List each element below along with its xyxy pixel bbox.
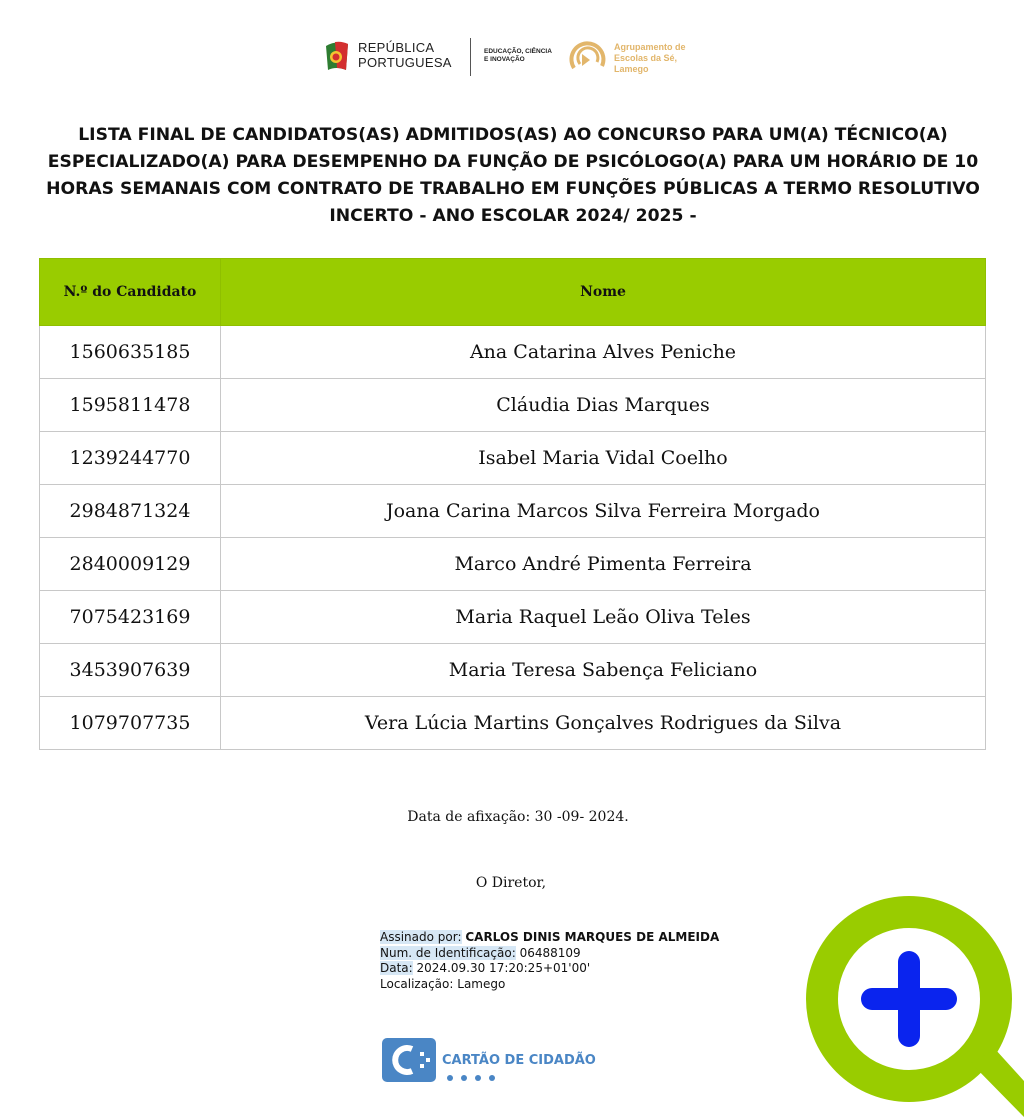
candidate-number: 1560635185 bbox=[40, 326, 221, 379]
candidate-number: 2840009129 bbox=[40, 538, 221, 591]
table-header-row bbox=[40, 259, 986, 326]
cartao-cidadao-dots-icon bbox=[446, 1073, 500, 1083]
column-header-number: N.º do Candidato bbox=[40, 259, 221, 326]
table-row bbox=[40, 432, 986, 485]
table-row bbox=[40, 326, 986, 379]
candidate-name: Maria Raquel Leão Oliva Teles bbox=[221, 591, 986, 644]
table-row bbox=[40, 591, 986, 644]
candidate-number: 2984871324 bbox=[40, 485, 221, 538]
candidate-name: Cláudia Dias Marques bbox=[221, 379, 986, 432]
zoom-in-icon[interactable] bbox=[805, 895, 1024, 1117]
table-row bbox=[40, 485, 986, 538]
table-row bbox=[40, 379, 986, 432]
document-title: LISTA FINAL DE CANDIDATOS(AS) ADMITIDOS(AS) AO CONCURSO PARA UM(A) TÉCNICO(A) ESPECIALIZADO(A) PARA DESEMPENHO DA FUNÇÃO DE PSICÓLOGO(A) PARA UM HORÁRIO DE 10 HORAS SEMANAIS COM CONTRATO DE TRABALHO EM FUNÇÕES PÚBLICAS A TERMO RESOLUTIVO INCERTO - ANO ESCOLAR 2024/ 2025 - bbox=[46, 125, 980, 226]
candidate-number: 1239244770 bbox=[40, 432, 221, 485]
table-row bbox=[40, 697, 986, 750]
candidate-name: Maria Teresa Sabença Feliciano bbox=[221, 644, 986, 697]
signature-date: Data: 2024.09.30 17:20:25+01'00' bbox=[380, 961, 591, 975]
candidates-table bbox=[39, 258, 986, 750]
republica-portuguesa-text: REPÚBLICA PORTUGUESA bbox=[358, 40, 452, 70]
table-row bbox=[40, 644, 986, 697]
column-header-name: Nome bbox=[221, 259, 986, 326]
cartao-cidadao-label: CARTÃO DE CIDADÃO bbox=[442, 1053, 596, 1068]
candidate-name: Marco André Pimenta Ferreira bbox=[221, 538, 986, 591]
agrupamento-text: Agrupamento de Escolas da Sé, Lamego bbox=[614, 42, 686, 74]
agrupamento-logo-icon bbox=[568, 38, 608, 78]
signature-signed-by: Assinado por: CARLOS DINIS MARQUES DE ALMEIDA bbox=[380, 930, 720, 944]
candidate-name: Joana Carina Marcos Silva Ferreira Morgado bbox=[221, 485, 986, 538]
table-row bbox=[40, 538, 986, 591]
candidate-number: 7075423169 bbox=[40, 591, 221, 644]
ministry-text: EDUCAÇÃO, CIÊNCIA E INOVAÇÃO bbox=[484, 48, 552, 63]
signature-location: Localização: Lamego bbox=[380, 976, 506, 991]
republica-portuguesa-logo-icon bbox=[322, 40, 352, 74]
header-logos bbox=[318, 36, 718, 80]
candidate-number: 1079707735 bbox=[40, 697, 221, 750]
posting-date: Data de afixação: 30 -09- 2024. bbox=[407, 809, 629, 825]
candidate-name: Isabel Maria Vidal Coelho bbox=[221, 432, 986, 485]
digital-signature[interactable] bbox=[380, 930, 719, 992]
cartao-cidadao-card-icon bbox=[382, 1038, 436, 1082]
candidate-name: Ana Catarina Alves Peniche bbox=[221, 326, 986, 379]
candidate-number: 3453907639 bbox=[40, 644, 221, 697]
candidate-name: Vera Lúcia Martins Gonçalves Rodrigues da Silva bbox=[221, 697, 986, 750]
signature-id: Num. de Identificação: 06488109 bbox=[380, 945, 581, 960]
logo-separator bbox=[470, 38, 471, 76]
director-label: O Diretor, bbox=[475, 875, 547, 891]
candidate-number: 1595811478 bbox=[40, 379, 221, 432]
